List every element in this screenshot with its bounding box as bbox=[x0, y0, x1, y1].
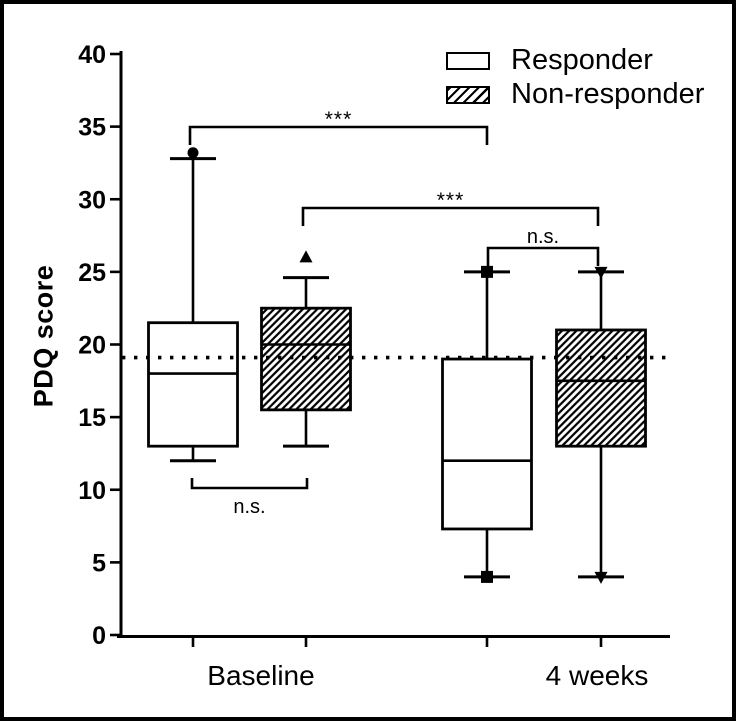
y-tick-label: 15 bbox=[78, 404, 106, 433]
significance-bracket bbox=[488, 248, 598, 266]
legend-item-responder bbox=[446, 44, 704, 77]
marker-triangle-up-non-responder-baseline bbox=[300, 250, 313, 262]
y-tick-label: 35 bbox=[78, 113, 106, 142]
y-tick-label: 40 bbox=[78, 41, 106, 69]
significance-label: *** bbox=[436, 189, 465, 212]
y-tick-label: 20 bbox=[78, 331, 106, 360]
box-non-responder-baseline bbox=[262, 308, 351, 410]
legend-swatch-responder bbox=[446, 52, 490, 70]
y-tick-label: 0 bbox=[92, 622, 106, 650]
marker-circle-responder-baseline bbox=[188, 147, 199, 158]
legend-swatch-non-responder bbox=[446, 86, 490, 104]
box-responder-4-weeks bbox=[443, 359, 532, 529]
significance-label: n.s. bbox=[526, 226, 560, 248]
legend bbox=[446, 44, 704, 112]
x-group-label-baseline: Baseline bbox=[207, 660, 315, 691]
y-tick-label: 30 bbox=[78, 186, 106, 215]
y-axis-title: PDQ score bbox=[28, 264, 59, 408]
significance-label: *** bbox=[324, 108, 353, 131]
marker-square-responder-4-weeks bbox=[481, 266, 493, 278]
x-group-label-4weeks: 4 weeks bbox=[545, 660, 649, 691]
legend-item-non-responder bbox=[446, 78, 704, 111]
box-responder-baseline bbox=[149, 323, 238, 446]
box-non-responder-4-weeks bbox=[557, 330, 646, 446]
marker-square-responder-4-weeks bbox=[481, 571, 493, 583]
legend-label: Non-responder bbox=[511, 78, 705, 110]
significance-label: n.s. bbox=[233, 496, 266, 518]
y-tick-label: 10 bbox=[78, 476, 106, 505]
significance-bracket bbox=[192, 478, 307, 488]
y-tick-label: 25 bbox=[78, 258, 106, 287]
legend-label: Responder bbox=[511, 44, 653, 76]
y-tick-label: 5 bbox=[92, 549, 106, 578]
